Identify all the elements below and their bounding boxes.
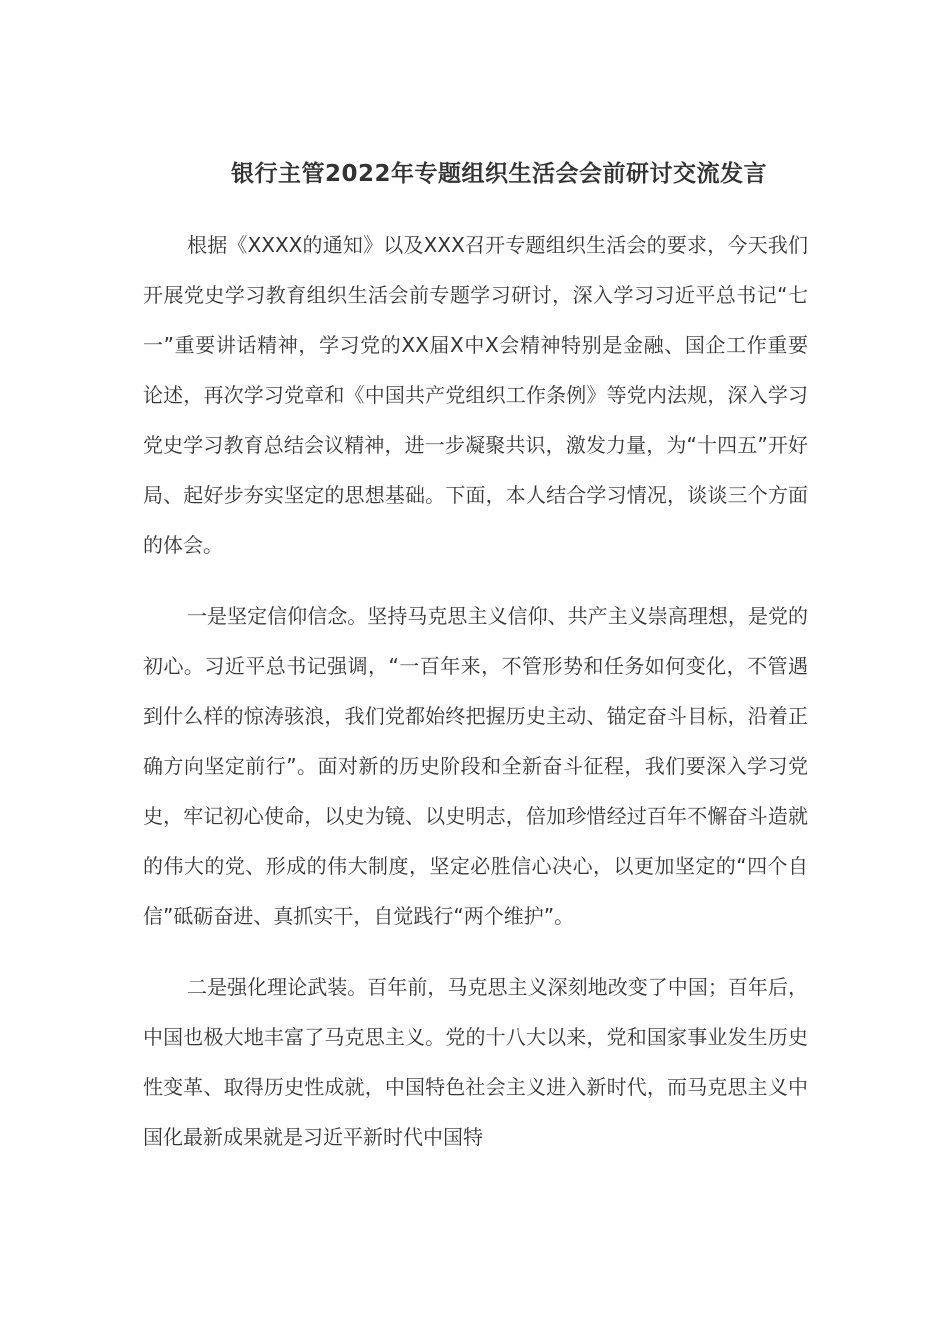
document-title: 银行主管2022年专题组织生活会会前研讨交流发言	[230, 161, 767, 187]
paragraph-point-two: 二是强化理论武装。百年前，马克思主义深刻地改变了中国；百年后，中国也极大地丰富了马克思主义。党的十八大以来，党和国家事业发生历史性变革、取得历史性成就，中国特色社会主义进入新时代，而马克思主义中国化最新成果就是习近平新时代中国特	[143, 975, 808, 1149]
paragraph-intro: 根据《XXXX的通知》以及XXX召开专题组织生活会的要求，今天我们开展党史学习教育组织生活会前专题学习研讨，深入学习习近平总书记“七一”重要讲话精神，学习党的XX届X中X会精神特别是金融、国企工作重要论述，再次学习党章和《中国共产党组织工作条例》等党内法规，深入学习党史学习教育总结会议精神，进一步凝聚共识，激发力量，为“十四五”开好局、起好步夯实坚定的思想基础。下面，本人结合学习情况，谈谈三个方面的体会。	[143, 233, 808, 557]
document-body	[143, 220, 808, 1162]
paragraph-point-one: 一是坚定信仰信念。坚持马克思主义信仰、共产主义崇高理想，是党的初心。习近平总书记强调，“一百年来，不管形势和任务如何变化，不管遇到什么样的惊涛骇浪，我们党都始终把握历史主动、锚定奋斗目标，沿着正确方向坚定前行”。面对新的历史阶段和全新奋斗征程，我们要深入学习党史，牢记初心使命，以史为镜、以史明志，倍加珍惜经过百年不懈奋斗造就的伟大的党、形成的伟大制度，坚定必胜信心决心，以更加坚定的“四个自信”砥砺奋进、真抓实干，自觉践行“两个维护”。	[143, 604, 808, 928]
